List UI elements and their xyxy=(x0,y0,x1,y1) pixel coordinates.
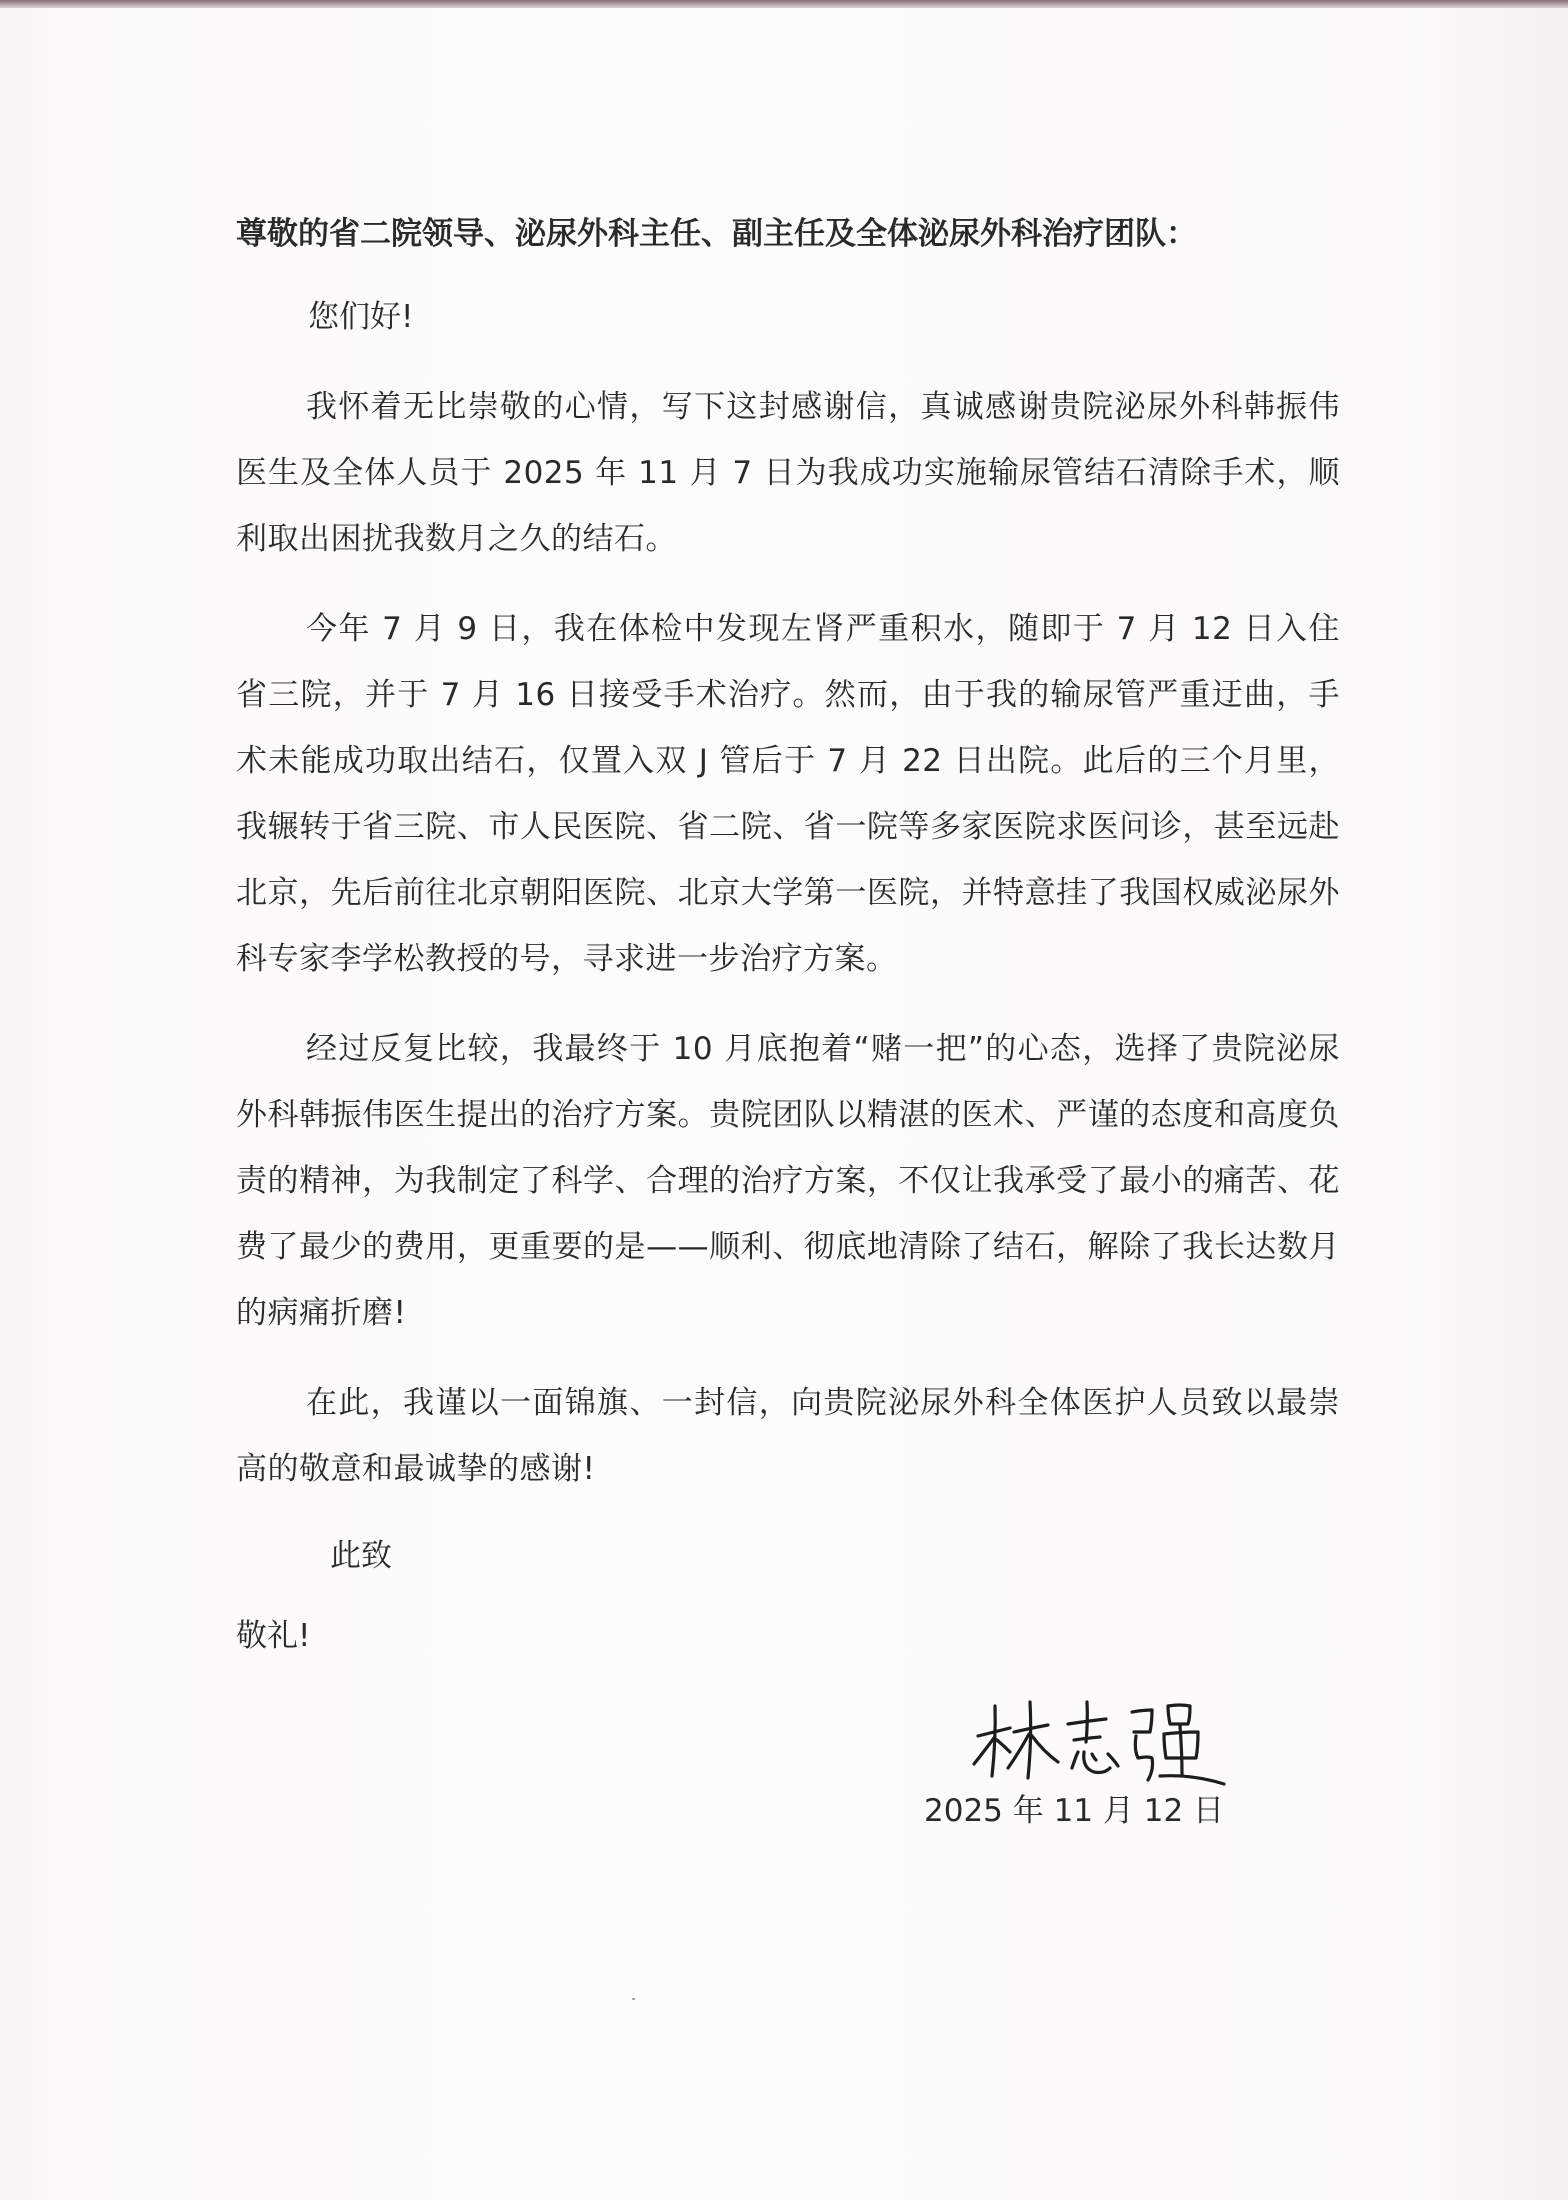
handwritten-signature xyxy=(968,1688,1238,1798)
salutation: 尊敬的省二院领导、泌尿外科主任、副主任及全体泌尿外科治疗团队： xyxy=(236,216,1197,252)
greeting: 您们好! xyxy=(308,299,414,335)
paper-speck xyxy=(632,1998,635,2000)
letter-date: 2025 年 11 月 12 日 xyxy=(924,1793,1225,1829)
paragraph-gratitude: 我怀着无比崇敬的心情，写下这封感谢信，真诚感谢贵院泌尿外科韩振伟医生及全体人员于 2025 年 11 月 7 日为我成功实施输尿管结石清除手术，顺利取出困扰我数月之久的结石。 xyxy=(236,389,1340,557)
paragraph-medical-history: 今年 7 月 9 日，我在体检中发现左肾严重积水，随即于 7 月 12 日入住省三院，并于 7 月 16 日接受手术治疗。然而，由于我的输尿管严重迂曲，手术未能成功取出结石，仅置入双 J 管后于 7 月 22 日出院。此后的三个月里，我辗转于省三院、市人民医院、省二院、省一院等多家医院求医问诊，甚至远赴北京，先后前往北京朝阳医院、北京大学第一医院，并特意挂了我国权威泌尿外科专家李学松教授的号，寻求进一步治疗方案。 xyxy=(236,611,1340,977)
closing: 此致 xyxy=(330,1538,392,1574)
letter-page xyxy=(0,8,1568,2200)
regards: 敬礼! xyxy=(236,1618,311,1654)
letter-body xyxy=(236,204,1340,1666)
paragraph-treatment: 经过反复比较，我最终于 10 月底抱着“赌一把”的心态，选择了贵院泌尿外科韩振伟医生提出的治疗方案。贵院团队以精湛的医术、严谨的态度和高度负责的精神，为我制定了科学、合理的治疗方案，不仅让我承受了最小的痛苦、花费了最少的费用，更重要的是——顺利、彻底地清除了结石，解除了我长达数月的病痛折磨! xyxy=(236,1031,1340,1331)
paragraph-thanks: 在此，我谨以一面锦旗、一封信，向贵院泌尿外科全体医护人员致以最崇高的敬意和最诚挚的感谢! xyxy=(236,1385,1340,1487)
